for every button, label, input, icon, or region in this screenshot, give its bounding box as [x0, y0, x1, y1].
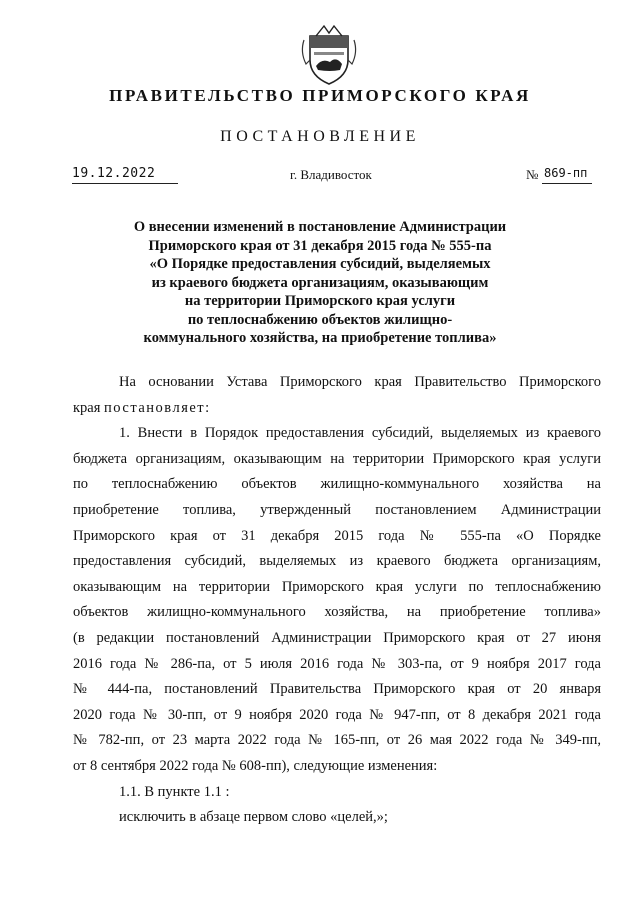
subject-line: коммунального хозяйства, на приобретение топлива»	[143, 330, 497, 346]
date-underline	[72, 183, 178, 184]
item-1-1-heading: 1.1. В пункте 1.1 :	[119, 783, 230, 800]
document-date: 19.12.2022	[72, 166, 156, 181]
item-1-1-text: исключить в абзаце первом слово «целей,»;	[119, 809, 388, 826]
government-title: ПРАВИТЕЛЬСТВО ПРИМОРСКОГО КРАЯ	[109, 86, 531, 105]
item-1-line: от 8 сентября 2022 года № 608-пп), следующие изменения:	[73, 757, 438, 774]
document-city: г. Владивосток	[290, 167, 372, 182]
document-type: ПОСТАНОВЛЕНИЕ	[220, 128, 420, 145]
item-1-line: (в редакции постановлений Администрации Приморского края от 27 июня	[73, 629, 601, 646]
item-1-line: приобретение топлива, утвержденный постановлением Администрации	[73, 501, 601, 518]
item-1-line: объектов жилищно-коммунального хозяйства, на приобретение топлива»	[73, 604, 601, 621]
preamble-line	[73, 396, 601, 422]
preamble-paragraph	[73, 370, 601, 421]
document-body	[73, 370, 601, 831]
item-1-line: предоставления субсидий, выделяемых из краевого бюджета организациям,	[73, 553, 601, 570]
preamble-word: края	[73, 399, 101, 416]
subject-line: по теплоснабжению объектов жилищно-	[187, 311, 453, 328]
item-1-paragraph	[73, 421, 601, 779]
coat-of-arms-icon	[296, 22, 362, 86]
subject-line: «О Порядке предоставления субсидий, выделяемых	[149, 256, 491, 272]
preamble-line: На основании Устава Приморского края Правительство Приморского	[119, 374, 601, 390]
item-1-line: оказывающим на территории Приморского края услуги по теплоснабжению	[73, 578, 601, 595]
item-1-1-paragraph	[73, 780, 601, 831]
subject-line: из краевого бюджета организациям, оказывающим	[151, 274, 489, 291]
subject-line: О внесении изменений в постановление Администрации	[133, 219, 507, 235]
item-1-line: по теплоснабжению объектов жилищно-коммунального хозяйства на	[73, 476, 601, 493]
item-1-line: № 782-пп, от 23 марта 2022 года № 165-пп, от 26 мая 2022 года № 349-пп,	[73, 732, 601, 749]
item-1-line: Приморского края от 31 декабря 2015 года № 555-па «О Порядке	[73, 527, 601, 544]
number-label: №	[526, 167, 539, 182]
item-1-line: бюджета организациям, оказывающим на территории Приморского края услуги	[73, 450, 601, 467]
subject-line: на территории Приморского края услуги	[184, 293, 456, 309]
number-underline	[542, 183, 592, 184]
document-meta	[0, 166, 640, 188]
item-1-line: 2016 года № 286-па, от 5 июля 2016 года № 303-па, от 9 ноября 2017 года	[73, 655, 601, 672]
item-1-line: 1. Внести в Порядок предоставления субсидий, выделяемых из краевого	[119, 425, 601, 442]
item-1-line: 2020 года № 30-пп, от 9 ноября 2020 года № 947-пп, от 8 декабря 2021 года	[73, 706, 601, 723]
resolves-word: постановляет:	[104, 399, 211, 416]
item-1-line: № 444-па, постановлений Правительства Приморского края от 20 января	[73, 681, 601, 698]
document-subject	[110, 218, 530, 348]
document-number: 869-пп	[544, 166, 588, 180]
subject-line: Приморского края от 31 декабря 2015 года № 555-па	[148, 237, 492, 254]
